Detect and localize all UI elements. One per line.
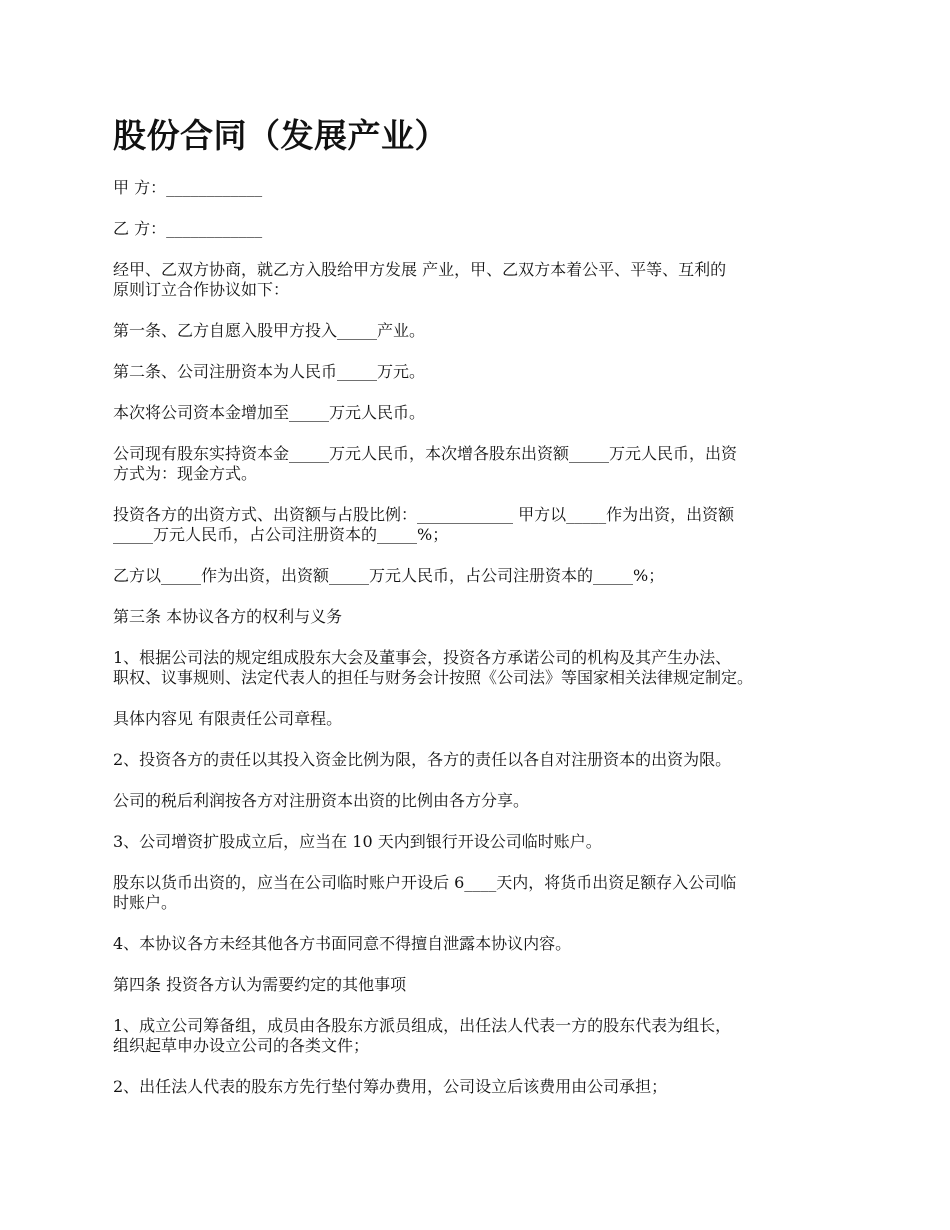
article-3-clause-2: 2、投资各方的责任以其投入资金比例为限，各方的责任以各自对注册资本的出资为限。 xyxy=(113,750,732,769)
article-4-clause-2: 2、出任法人代表的股东方先行垫付筹办费用，公司设立后该费用由公司承担； xyxy=(113,1077,668,1096)
existing-capital-paragraph: 公司现有股东实持资本金_____万元人民币，本次增各股东出资额_____万元人民币，出资 方式为：现金方式。 xyxy=(113,444,738,483)
deposit-paragraph: 股东以货币出资的，应当在公司临时账户开设后 6____天内，将货币出资足额存入公司临 时账户。 xyxy=(113,873,737,912)
article-1: 第一条、乙方自愿入股甲方投入_____产业。 xyxy=(113,321,426,340)
preamble-paragraph: 经甲、乙双方协商，就乙方入股给甲方发展 产业，甲、乙双方本着公平、平等、互利的 原则订立合作协议如下： xyxy=(113,260,727,299)
party-b-line: 乙 方：____________ xyxy=(113,219,263,238)
party-a-line: 甲 方：____________ xyxy=(113,178,263,197)
article-4-heading: 第四条 投资各方认为需要约定的其他事项 xyxy=(113,975,407,994)
article-3-heading: 第三条 本协议各方的权利与义务 xyxy=(113,607,343,626)
investment-ratio-paragraph: 投资各方的出资方式、出资额与占股比例：____________ 甲方以_____作为出资，出资额 _____万元人民币，占公司注册资本的_____%； xyxy=(113,505,735,544)
article-3-clause-1: 1、根据公司法的规定组成股东大会及董事会，投资各方承诺公司的机构及其产生办法、 职权、议事规则、法定代表人的担任与财务会计按照《公司法》等国家相关法律规定制定。 xyxy=(113,648,754,687)
document-title: 股份合同（发展产业） xyxy=(113,116,448,155)
article-4-clause-1: 1、成立公司筹备组，成员由各股东方派员组成，出任法人代表一方的股东代表为组长， 组织起草申办设立公司的各类文件； xyxy=(113,1016,732,1055)
capital-increase-paragraph: 本次将公司资本金增加至_____万元人民币。 xyxy=(113,403,426,422)
article-2: 第二条、公司注册资本为人民币_____万元。 xyxy=(113,362,426,381)
articles-of-association-note: 具体内容见 有限责任公司章程。 xyxy=(113,709,343,728)
article-3-clause-4: 4、本协议各方未经其他各方书面同意不得擅自泄露本协议内容。 xyxy=(113,934,572,953)
profit-sharing-paragraph: 公司的税后利润按各方对注册资本出资的比例由各方分享。 xyxy=(113,791,530,810)
document-body xyxy=(113,178,863,1097)
article-3-clause-3: 3、公司增资扩股成立后，应当在 10 天内到银行开设公司临时账户。 xyxy=(113,832,602,851)
document-page xyxy=(113,112,863,1118)
party-b-contribution-paragraph: 乙方以_____作为出资，出资额_____万元人民币，占公司注册资本的_____%； xyxy=(113,566,665,585)
